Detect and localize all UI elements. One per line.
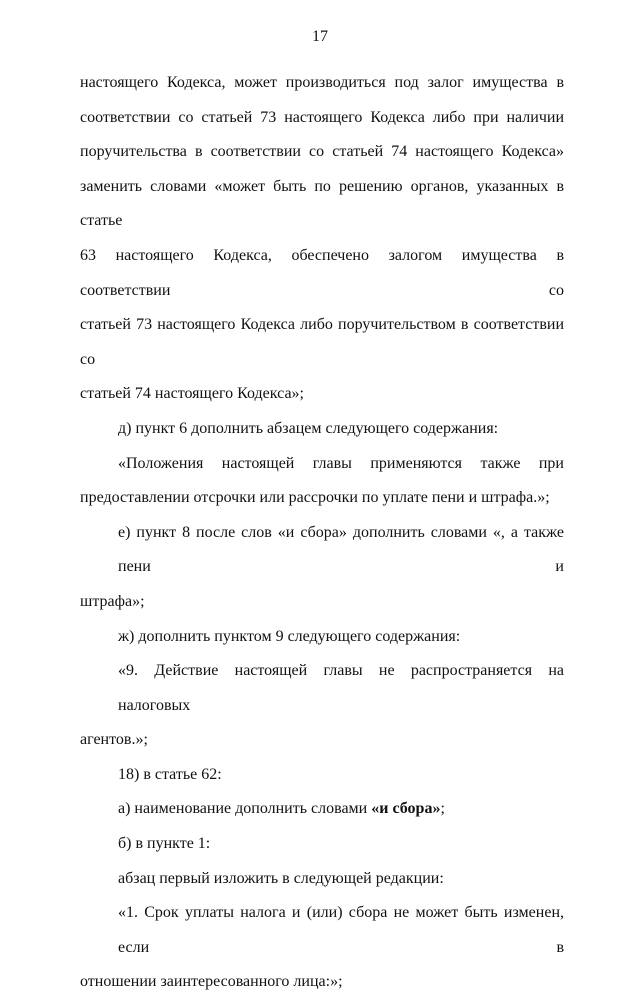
bold-text: «и сбора» (371, 800, 441, 818)
paragraph-10: абзац первый изложить в следующей редакции: (118, 869, 444, 887)
text-line: «1. Срок уплаты налога и (или) сбора не может быть изменен, если в (118, 904, 564, 956)
paragraph-2: д) пункт 6 дополнить абзацем следующего содержания: (118, 419, 499, 437)
text-line: статьей 73 настоящего Кодекса либо поручительством в соответствии со (80, 316, 564, 368)
paragraph-6 (80, 654, 564, 758)
paragraph-9: б) в пункте 1: (118, 835, 211, 853)
paragraph-11 (80, 896, 564, 1000)
text-line: «Положения настоящей главы применяются также при (118, 454, 564, 472)
paragraph-3 (80, 447, 564, 516)
text-line: настоящего Кодекса, может производиться под залог имущества в (80, 74, 564, 91)
document-body (80, 66, 564, 1000)
text-line: е) пункт 8 после слов «и сбора» дополнить словами «, а также пени и (118, 523, 564, 576)
paragraph-5: ж) дополнить пунктом 9 следующего содержания: (118, 627, 461, 645)
text-line: отношении заинтересованного лица:»; (80, 973, 343, 991)
page-number: 17 (312, 28, 328, 45)
paragraph-4 (80, 516, 564, 620)
text-line: статьей 74 настоящего Кодекса»; (80, 385, 304, 403)
text-line: агентов.»; (80, 731, 148, 749)
text-line: поручительства в соответствии со статьей 74 настоящего Кодекса» (80, 143, 564, 161)
paragraph-1 (80, 66, 564, 412)
text-line: заменить словами «может быть по решению органов, указанных в статье (80, 177, 564, 230)
text-line: «9. Действие настоящей главы не распространяется на налоговых (118, 662, 564, 714)
text-line: предоставлении отсрочки или рассрочки по уплате пени и штрафа.»; (80, 489, 550, 507)
text-span: а) наименование дополнить словами (118, 800, 372, 818)
text-line: штрафа»; (80, 592, 145, 610)
paragraph-8 (80, 792, 564, 827)
text-span: ; (440, 800, 445, 818)
paragraph-7: 18) в статье 62: (118, 765, 222, 783)
text-line: соответствии со статьей 73 настоящего Кодекса либо при наличии (80, 108, 564, 126)
text-line: 63 настоящего Кодекса, обеспечено залогом имущества в соответствии со (80, 246, 564, 299)
